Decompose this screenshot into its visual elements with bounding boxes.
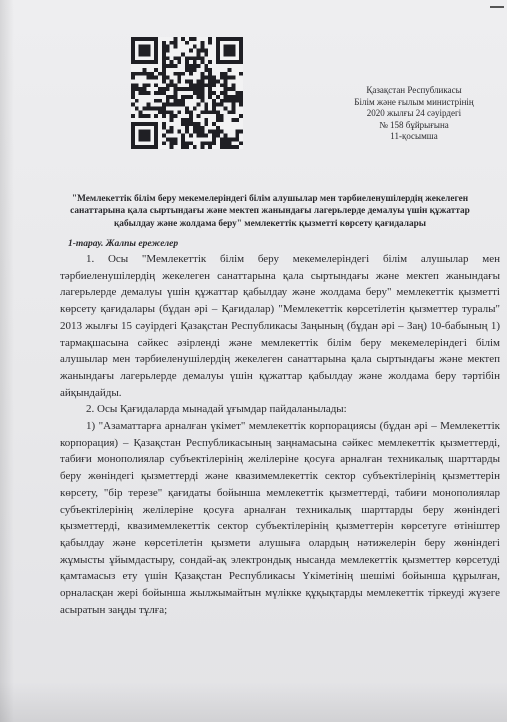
header-line: 11-қосымша — [390, 131, 438, 141]
header-line: Білім және ғылым министрінің — [354, 96, 474, 107]
header-line: № 158 бұйрығына — [379, 119, 449, 130]
section-heading: 1-тарау. Жалпы ережелер — [68, 239, 179, 249]
paragraph: 1) "Азаматтарға арналған үкімет" мемлекеттік корпорациясы (бұдан әрі – Мемлекеттік корпорация) – Қазақстан Республикасының заңнамасына сәйкес мемлекеттік қызметтерді, табиғи монополиялар субъектілерінің желілеріне қосуға арналған техникалық шарттарды беру жөніндегі қызметтерді және квазимемлекеттік сектор субъектілерінің қызметтерін көрсету, "бір терезе" қағидаты бойынша мемлекеттік қызметтерді, табиғи монополиялар субъектілерінің желілеріне қосуға арналған техникалық шарттарды беру жөніндегі қызметтерді, квазимемлекеттік сектор субъектілерінің қызметтерін көрсетуге өтініштер қабылдау және көрсетілетін қызмети алушыға олардың нәтижелерін беру жөніндегі жұмысты ұйымдастыру, сондай-ақ электрондық нысанда мемлекеттік қызметтер көрсетуді қамтамасыз ету үшін Қазақстан Республикасы Үкіметінің шешімі бойынша құрылған, орналасқан жері бойынша жылжымайтын мүлікке құқықтарды мемлекеттік тіркеуді жүзеге асыратын заңды тұлға; — [60, 420, 500, 616]
qr-code-icon — [131, 37, 243, 149]
appendix-header — [350, 85, 478, 143]
header-line: Қазақстан Республикасы — [366, 85, 462, 95]
document-body — [60, 251, 500, 618]
paragraph: 1. Осы "Мемлекеттік білім беру мекемелеріндегі білім алушылар мен тәрбиеленушілердің жекелеген санаттарына қала сыртындағы және мектеп жанындағы лагерьлерде демалуы үшін құжаттар қабылдау және жолдама беру" мемлекеттік қызметті көрсету қағидалары (бұдан әрі – Қағидалар) "Мемлекеттік көрсетілетін қызметтер туралы" 2013 жылғы 15 сәуірдегі Қазақстан Республикасы Заңының (бұдан әрі – Заң) 10-бабының 1) тармақшасына сәйкес әзірленді және мемлекеттік білім беру мекемелеріндегі білім алушылар мен тәрбиеленушілердің жекелеген санаттарына қала сыртындағы және мектеп жанындағы лагерьлерде демалуы үшін құжаттар қабылдау және жолдама беру тәртібін айқындайды. — [60, 253, 500, 399]
document-title: "Мемлекеттік білім беру мекемелеріндегі білім алушылар мен тәрбиеленушілердің жекелеген санаттарына қала сыртындағы және мектеп жанындағы лагерьлерде демалуы үшін құжаттар қабылдау және жолдама беру" мемлекеттік қызметті көрсету қағидалары — [70, 194, 470, 229]
page-corner-mark — [490, 6, 504, 8]
page-bottom-shadow — [0, 682, 507, 722]
page-edge-shadow — [0, 0, 14, 722]
header-line: 2020 жылғы 24 сәуірдегі — [366, 108, 462, 118]
paragraph: 2. Осы Қағидаларда мынадай ұғымдар пайдаланылады: — [86, 403, 347, 416]
